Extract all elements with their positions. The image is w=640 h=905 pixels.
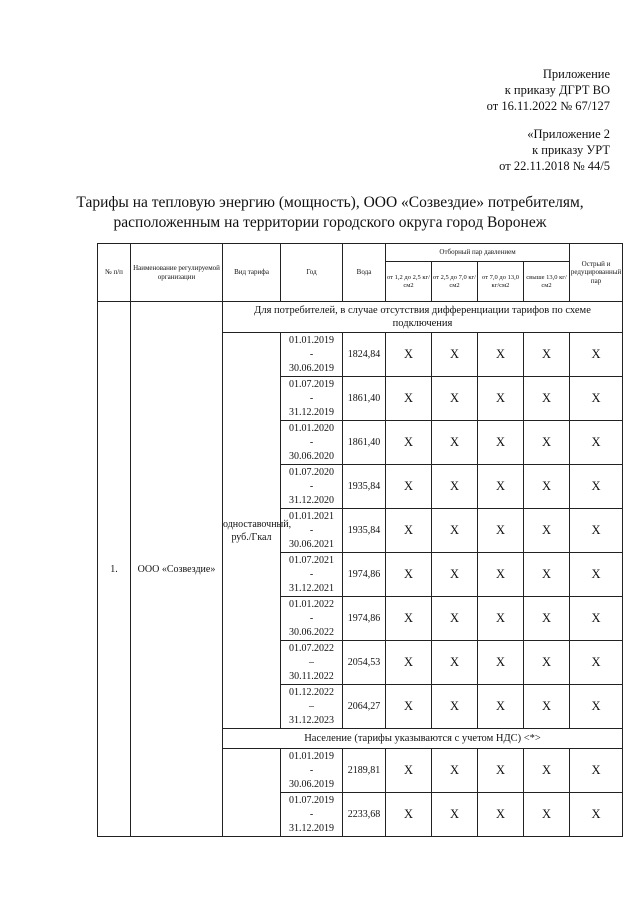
cell-x: X [386, 377, 432, 421]
order-date: от 16.11.2022 № 67/127 [486, 99, 610, 113]
period-cell: 01.07.2019 - 31.12.2019 [281, 377, 343, 421]
header-pressure-4: свыше 13,0 кг/см2 [524, 262, 570, 302]
cell-x: X [570, 421, 623, 465]
cell-x: X [570, 465, 623, 509]
cell-x: X [386, 333, 432, 377]
water-tariff: 1824,84 [343, 333, 386, 377]
period-cell: 01.01.2021 - 30.06.2021 [281, 509, 343, 553]
cell-x: X [478, 333, 524, 377]
water-tariff: 1935,84 [343, 509, 386, 553]
appendix-header [487, 66, 610, 114]
cell-x: X [386, 749, 432, 793]
cell-x: X [432, 421, 478, 465]
cell-x: X [386, 641, 432, 685]
cell-x: X [478, 749, 524, 793]
cell-x: X [478, 421, 524, 465]
water-tariff: 2233,68 [343, 793, 386, 837]
original-appendix-label: «Приложение 2 [527, 127, 610, 141]
cell-x: X [432, 597, 478, 641]
cell-x: X [570, 597, 623, 641]
organization-name: ООО «Созвездие» [131, 302, 223, 837]
header-tariff-type: Вид тарифа [223, 244, 281, 302]
tariff-type-empty [223, 749, 281, 837]
cell-x: X [524, 509, 570, 553]
period-cell: 01.01.2019 - 30.06.2019 [281, 749, 343, 793]
header-pressure-2: от 2,5 до 7,0 кг/см2 [432, 262, 478, 302]
header-sharp-steam: Острый и редуцированный пар [570, 244, 623, 302]
period-cell: 01.07.2022 – 30.11.2022 [281, 641, 343, 685]
tariff-type: одноставочный, руб./Гкал [223, 333, 281, 729]
cell-x: X [570, 509, 623, 553]
cell-x: X [478, 377, 524, 421]
water-tariff: 2064,27 [343, 685, 386, 729]
period-cell: 01.01.2019 - 30.06.2019 [281, 333, 343, 377]
cell-x: X [524, 377, 570, 421]
period-cell: 01.07.2019 - 31.12.2019 [281, 793, 343, 837]
cell-x: X [570, 685, 623, 729]
cell-x: X [478, 685, 524, 729]
cell-x: X [432, 509, 478, 553]
water-tariff: 1974,86 [343, 553, 386, 597]
cell-x: X [524, 333, 570, 377]
water-tariff: 1861,40 [343, 421, 386, 465]
water-tariff: 2054,53 [343, 641, 386, 685]
cell-x: X [524, 465, 570, 509]
cell-x: X [386, 793, 432, 837]
cell-x: X [432, 465, 478, 509]
cell-x: X [432, 749, 478, 793]
header-pressure-1: от 1,2 до 2,5 кг/см2 [386, 262, 432, 302]
cell-x: X [524, 749, 570, 793]
period-cell: 01.07.2020 - 31.12.2020 [281, 465, 343, 509]
cell-x: X [570, 333, 623, 377]
cell-x: X [524, 641, 570, 685]
cell-x: X [570, 641, 623, 685]
period-cell: 01.01.2022 - 30.06.2022 [281, 597, 343, 641]
order-reference: к приказу ДГРТ ВО [504, 83, 610, 97]
row-number: 1. [98, 302, 131, 837]
cell-x: X [524, 793, 570, 837]
water-tariff: 1935,84 [343, 465, 386, 509]
title-line-2: расположенным на территории городского округа город Воронеж [113, 214, 547, 231]
cell-x: X [432, 553, 478, 597]
cell-x: X [386, 597, 432, 641]
cell-x: X [478, 641, 524, 685]
cell-x: X [432, 333, 478, 377]
cell-x: X [386, 421, 432, 465]
original-order-reference: к приказу УРТ [532, 143, 610, 157]
cell-x: X [478, 597, 524, 641]
original-appendix-header [499, 126, 610, 174]
appendix-label: Приложение [542, 67, 610, 81]
title-line-1: Тарифы на тепловую энергию (мощность), ООО «Созвездие» потребителям, [76, 194, 584, 211]
cell-x: X [524, 685, 570, 729]
header-year: Год [281, 244, 343, 302]
section-differentiation: Для потребителей, в случае отсутствия дифференциации тарифов по схеме подключения [223, 302, 623, 333]
cell-x: X [386, 465, 432, 509]
cell-x: X [432, 377, 478, 421]
cell-x: X [386, 509, 432, 553]
header-num: № п/п [98, 244, 131, 302]
cell-x: X [432, 685, 478, 729]
cell-x: X [478, 465, 524, 509]
cell-x: X [386, 685, 432, 729]
cell-x: X [478, 553, 524, 597]
water-tariff: 1861,40 [343, 377, 386, 421]
original-order-date: от 22.11.2018 № 44/5 [499, 159, 610, 173]
cell-x: X [524, 553, 570, 597]
document-title [60, 193, 600, 233]
cell-x: X [570, 793, 623, 837]
cell-x: X [478, 793, 524, 837]
cell-x: X [478, 509, 524, 553]
cell-x: X [386, 553, 432, 597]
cell-x: X [570, 749, 623, 793]
period-cell: 01.12.2022 – 31.12.2023 [281, 685, 343, 729]
header-water: Вода [343, 244, 386, 302]
header-steam-group: Отборный пар давлением [386, 244, 570, 262]
water-tariff: 2189,81 [343, 749, 386, 793]
tariff-table [97, 243, 623, 837]
section-population: Население (тарифы указываются с учетом НДС) <*> [223, 729, 623, 749]
period-cell: 01.07.2021 - 31.12.2021 [281, 553, 343, 597]
cell-x: X [432, 641, 478, 685]
cell-x: X [432, 793, 478, 837]
header-pressure-3: от 7,0 до 13,0 кг/см2 [478, 262, 524, 302]
cell-x: X [570, 553, 623, 597]
water-tariff: 1974,86 [343, 597, 386, 641]
cell-x: X [570, 377, 623, 421]
period-cell: 01.01.2020 - 30.06.2020 [281, 421, 343, 465]
cell-x: X [524, 597, 570, 641]
header-org: Наименование регулируемой организации [131, 244, 223, 302]
cell-x: X [524, 421, 570, 465]
